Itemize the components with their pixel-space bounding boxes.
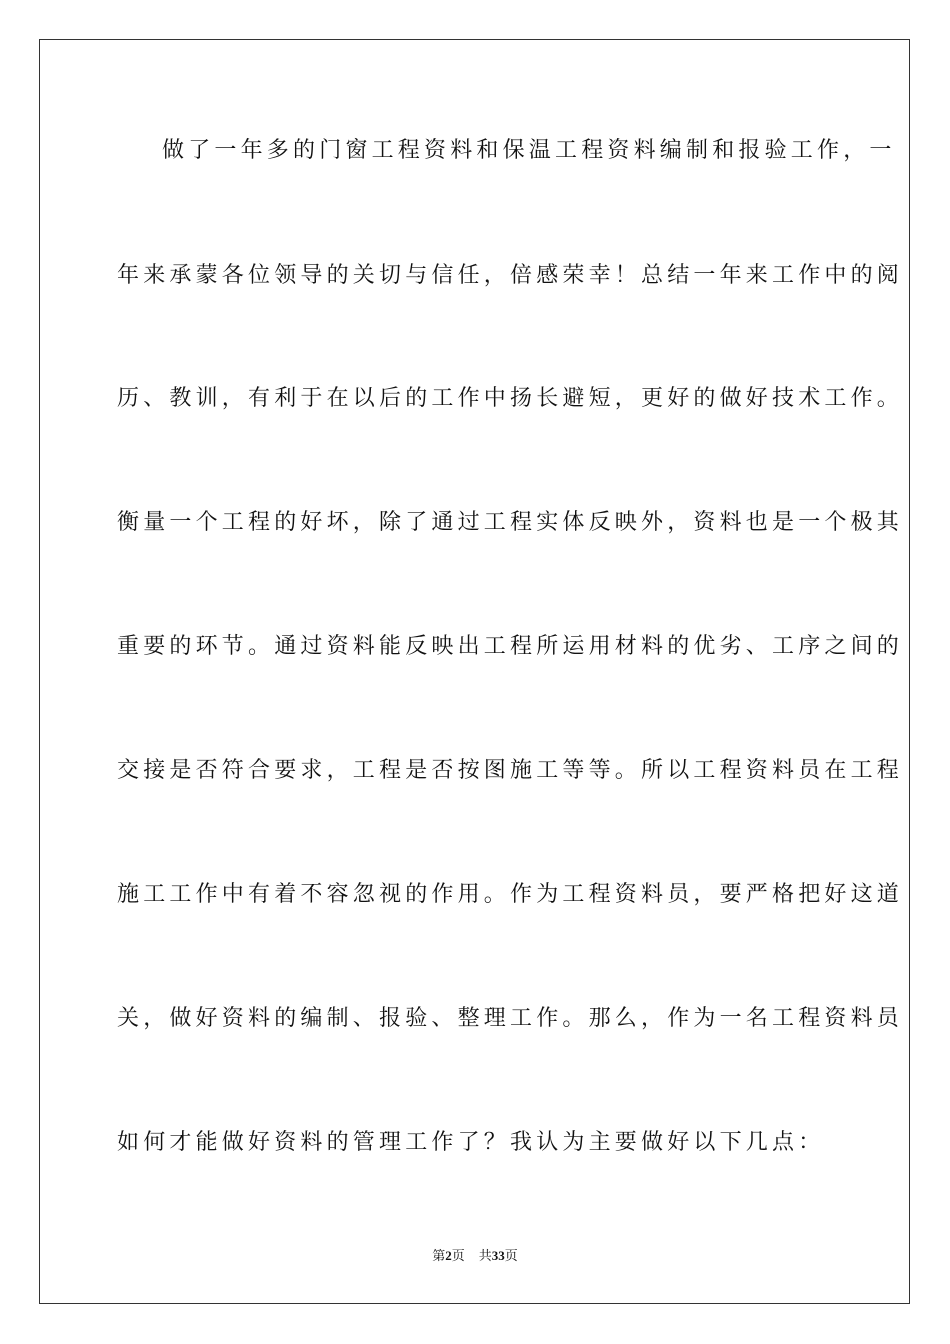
text-line: 年来承蒙各位领导的关切与信任，倍感荣幸！总结一年来工作中的阅	[117, 263, 904, 288]
total-suffix: 页	[504, 1248, 518, 1263]
text-line: 如何才能做好资料的管理工作了？我认为主要做好以下几点：	[117, 1130, 825, 1155]
page-suffix: 页	[451, 1248, 465, 1263]
page-prefix: 第	[432, 1248, 446, 1263]
page-number: 2	[445, 1248, 452, 1263]
total-prefix: 共	[478, 1248, 492, 1263]
text-line: 交接是否符合要求，工程是否按图施工等等。所以工程资料员在工程	[117, 758, 904, 783]
page-border	[39, 39, 910, 1304]
total-pages: 33	[491, 1248, 505, 1263]
text-line: 施工工作中有着不容忽视的作用。作为工程资料员，要严格把好这道	[117, 882, 904, 907]
text-line: 重要的环节。通过资料能反映出工程所运用材料的优劣、工序之间的	[117, 634, 904, 659]
page-footer	[0, 1247, 950, 1265]
text-line: 关，做好资料的编制、报验、整理工作。那么，作为一名工程资料员	[117, 1006, 904, 1031]
text-line: 做了一年多的门窗工程资料和保温工程资料编制和报验工作，一	[162, 138, 896, 163]
text-line: 历、教训，有利于在以后的工作中扬长避短，更好的做好技术工作。	[117, 386, 904, 411]
text-line: 衡量一个工程的好坏，除了通过工程实体反映外，资料也是一个极其	[117, 510, 904, 535]
